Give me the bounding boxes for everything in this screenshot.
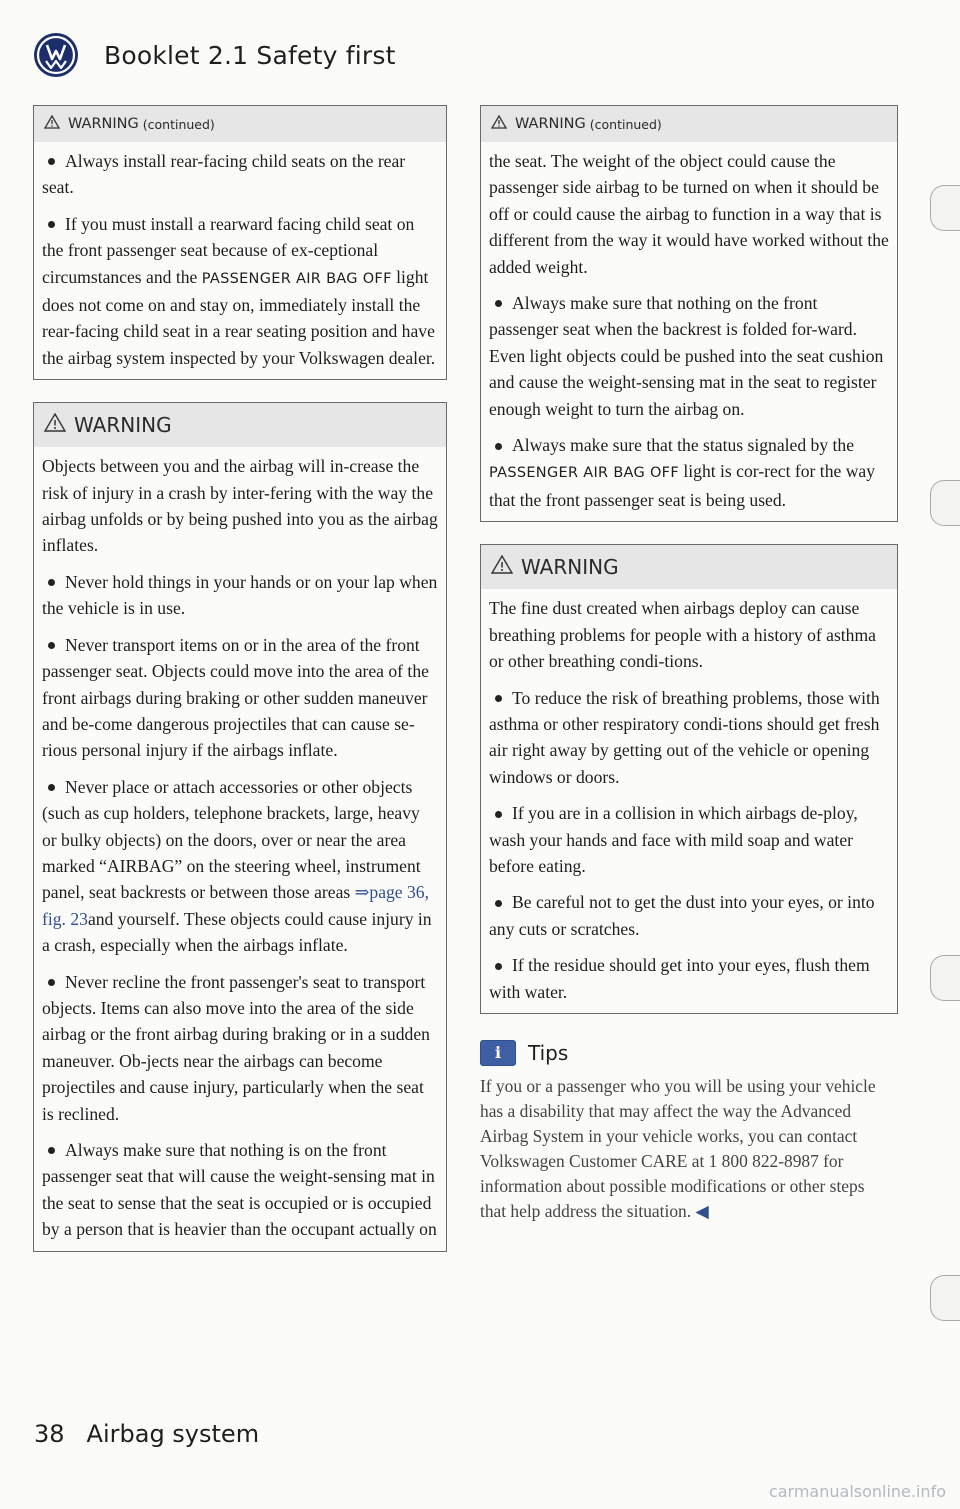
continued-label: (continued) [589, 116, 662, 132]
bullet-icon [495, 300, 502, 307]
info-icon: i [480, 1040, 516, 1066]
warning-triangle-icon [44, 413, 66, 437]
warning-header [34, 403, 446, 447]
section-title: Airbag system [86, 1420, 260, 1448]
bullet-icon [48, 979, 55, 986]
bullet-item: Always install rear-facing child seats on the rear seat. [42, 151, 406, 198]
warning-box-dust [480, 544, 898, 1014]
warning-box-continued [33, 105, 447, 380]
bullet-item: To reduce the risk of breathing problems, those with asthma or other respiratory condi-tions should get fresh air right away by getting out of the vehicle or opening windows or doors. [489, 687, 880, 787]
end-of-section-icon: ◀ [695, 1200, 709, 1221]
page-footer [34, 1420, 259, 1448]
vw-logo-icon [34, 33, 78, 77]
warning-body [34, 142, 446, 379]
chapter-tab [930, 1275, 960, 1321]
warning-header [481, 106, 897, 142]
bullet-icon [495, 900, 502, 907]
warning-box-objects [33, 402, 447, 1251]
warning-header [481, 545, 897, 589]
warning-box-continued [480, 105, 898, 522]
continued-label: (continued) [142, 116, 215, 132]
warning-body [34, 447, 446, 1250]
page-reference-link[interactable]: ⇒page 36, [354, 882, 430, 903]
warning-triangle-icon [491, 115, 507, 133]
bullet-item: If you are in a collision in which airbags de-ploy, wash your hands and face with mild soap and water before eating. [489, 803, 858, 876]
warning-label: WARNING [515, 116, 586, 132]
chapter-tab [930, 480, 960, 526]
left-column [33, 105, 447, 1274]
bullet-icon [48, 1147, 55, 1154]
bullet-icon [48, 579, 55, 586]
warning-triangle-icon [44, 115, 60, 133]
bullet-item: Always make sure that the status signaled by the PASSENGER AIR BAG OFF light is cor-rect for the way that the front passenger seat is being used. [489, 435, 876, 510]
page-title: Booklet 2.1 Safety first [104, 40, 396, 70]
figure-reference-link[interactable]: fig. 23 [42, 908, 88, 929]
tips-body: If you or a passenger who you will be using your vehicle has a disability that may affect the way the Advanced Airbag System in your vehicle works, you can contact Volkswagen Customer CARE at 1 800 822-8987 for information about possible modifications or other steps that help address the situation. ◀ [480, 1075, 876, 1221]
chapter-tab [930, 955, 960, 1001]
bullet-icon [495, 695, 502, 702]
bullet-item: Never hold things in your hands or on your lap when the vehicle is in use. [42, 571, 438, 619]
tips-header [480, 1040, 898, 1066]
bullet-icon [48, 158, 55, 165]
chapter-tab [930, 185, 960, 231]
bullet-icon [495, 963, 502, 970]
warning-label: WARNING [74, 413, 172, 438]
bullet-icon [48, 784, 55, 791]
warning-label: WARNING [68, 116, 139, 132]
bullet-item: If you must install a rearward facing child seat on the front passenger seat because of ex-ceptional circumstances and the PASSENGER AIR BAG OFF light does not come on and stay on, immediately install the rear-facing child seat in a rear seating position and have the airbag system inspected by your Volkswagen dealer. [42, 213, 436, 368]
warning-body [481, 589, 897, 1013]
page-number: 38 [34, 1420, 65, 1448]
bullet-item: Always make sure that nothing on the front passenger seat when the backrest is folded for-ward. Even light objects could be pushed into the seat cushion and cause the weight-sensing mat in the seat to register enough weight to turn the airbag on. [489, 293, 884, 419]
indicator-label: PASSENGER AIR BAG OFF [489, 465, 679, 482]
tips-label: Tips [528, 1040, 569, 1065]
bullet-item: If the residue should get into your eyes, flush them with water. [489, 955, 870, 1002]
warning-header [34, 106, 446, 142]
bullet-item: Never transport items on or in the area of the front passenger seat. Objects could move into the area of the front airbags during braking or other sudden maneuver and be-come dangerous projectiles that can cause se-rious personal injury if the airbags inflate. [42, 634, 429, 761]
warning-label: WARNING [521, 555, 619, 580]
bullet-icon [48, 221, 55, 228]
bullet-item: Always make sure that nothing is on the front passenger seat that will cause the weight-sensing mat in the seat to sense that the seat is occupied or is occupied by a person that is heavier than the occupant actually on [42, 1140, 437, 1240]
warning-intro: The fine dust created when airbags deploy can cause breathing problems for people with a history of asthma or other breathing condi-tions. [489, 598, 876, 672]
page-header [34, 30, 396, 80]
right-column [480, 105, 898, 1224]
warning-paragraph: the seat. The weight of the object could cause the passenger side airbag to be turned on when it should be off or could cause the airbag to function in a way that is different from the way it would have worked without the added weight. [489, 151, 889, 277]
bullet-icon [495, 811, 502, 818]
bullet-item: Never place or attach accessories or other objects (such as cup holders, telephone brackets, large, heavy or bulky objects) on the doors, over or near the area marked “AIRBAG” on the steering wheel, instrument panel, seat backrests or between those areas ⇒page 36, fig. 23and yourself. These objects could cause injury in a crash, especially when the airbags inflate. [42, 776, 432, 956]
bullet-icon [495, 443, 502, 450]
warning-body [481, 142, 897, 521]
bullet-item: Never recline the front passenger's seat to transport objects. Items can also move into the area of the side airbag or the front airbag during braking or in a sudden maneuver. Ob-jects near the airbags can become projectiles and cause injury, particularly when the seat is reclined. [42, 971, 430, 1124]
warning-triangle-icon [491, 555, 513, 579]
indicator-label: PASSENGER AIR BAG OFF [201, 270, 392, 287]
bullet-icon [48, 642, 55, 649]
warning-intro: Objects between you and the airbag will in-crease the risk of injury in a crash by inter-fering with the way the airbag unfolds or by being pushed into you as the airbag inflates. [42, 456, 438, 556]
watermark: carmanualsonline.info [768, 1482, 946, 1501]
bullet-item: Be careful not to get the dust into your eyes, or into any cuts or scratches. [489, 892, 875, 939]
